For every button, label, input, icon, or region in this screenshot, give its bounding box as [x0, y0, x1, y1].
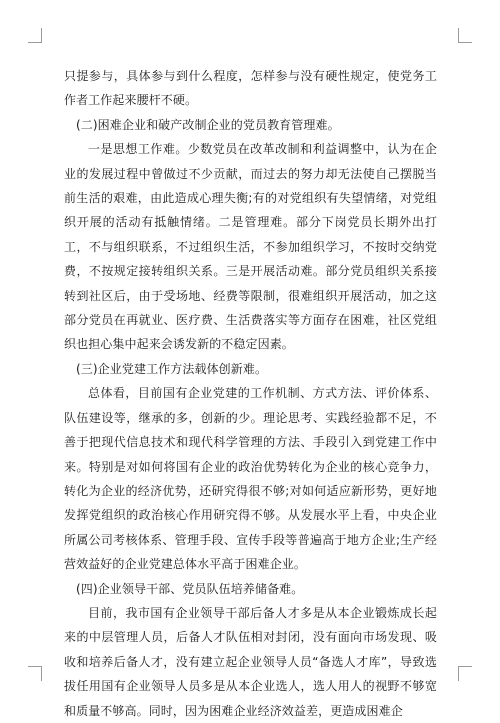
crop-mark-bottom-left: [28, 666, 42, 667]
crop-mark-bottom-right: [458, 666, 459, 681]
crop-mark-top-left: [41, 28, 42, 43]
document-body: [64, 64, 437, 723]
crop-mark-top-left: [28, 42, 42, 43]
crop-mark-bottom-right: [458, 666, 472, 667]
crop-mark-top-right: [458, 42, 472, 43]
crop-mark-bottom-left: [41, 666, 42, 681]
paragraph-continued: 只提参与，具体参与到什么程度，怎样参与没有硬性规定，使党务工作者工作起来腰杆不硬。: [64, 69, 437, 108]
body-paragraph: 目前，我市国有企业领导干部后备人才多是从本企业锻炼成长起来的中层管理人员，后备人才队伍相对封闭，没有面向市场发现、吸收和培养后备人才，没有建立起企业领导人员“备选人才库”，导致选拔任用国有企业领导人员多是从本企业选人，选人用人的视野不够宽和质量不够高。同时，因为困难企业经济效益差，更造成困难企: [64, 605, 437, 718]
body-paragraph: 一是思想工作难。少数党员在改革改制和利益调整中，认为在企业的发展过程中曾做过不少贡献，而过去的努力却无法使自己摆脱当前生活的艰难，由此造成心理失衡;有的对党组织有失望情绪，对党组织开展的活动有抵触情绪。二是管理难。部分下岗党员长期外出打工，不与组织联系，不过组织生活，不参加组织学习，不按时交纳党费，不按规定接转组织关系。三是开展活动难。部分党员组织关系接转到社区后，由于受场地、经费等限制，很难组织开展活动，加之这部分党员在再就业、医疗费、生活费落实等方面存在困难，社区党组织也担心集中起来会诱发新的不稳定因素。: [64, 142, 437, 352]
body-paragraph: 总体看，目前国有企业党建的工作机制、方式方法、评价体系、队伍建设等，继承的多，创新的少。理论思考、实践经验都不足，不善于把现代信息技术和现代科学管理的方法、手段引入到党建工作中来。特别是对如何将国有企业的政治优势转化为企业的核心竞争力，转化为企业的经济优势，还研究得很不够;对如何适应新形势，更好地发挥党组织的政治核心作用研究得不够。从发展水平上看，中央企业所属公司考核体系、管理手段、宣传手段等普遍高于地方企业;生产经营效益好的企业党建总体水平高于困难企业。: [64, 386, 437, 572]
section-heading: (二)困难企业和破产改制企业的党员教育管理难。: [76, 117, 340, 132]
section-heading: (三)企业党建工作方法载体创新难。: [76, 361, 268, 376]
section-heading: (四)企业领导干部、党员队伍培养储备难。: [76, 581, 304, 596]
crop-mark-top-right: [458, 28, 459, 43]
